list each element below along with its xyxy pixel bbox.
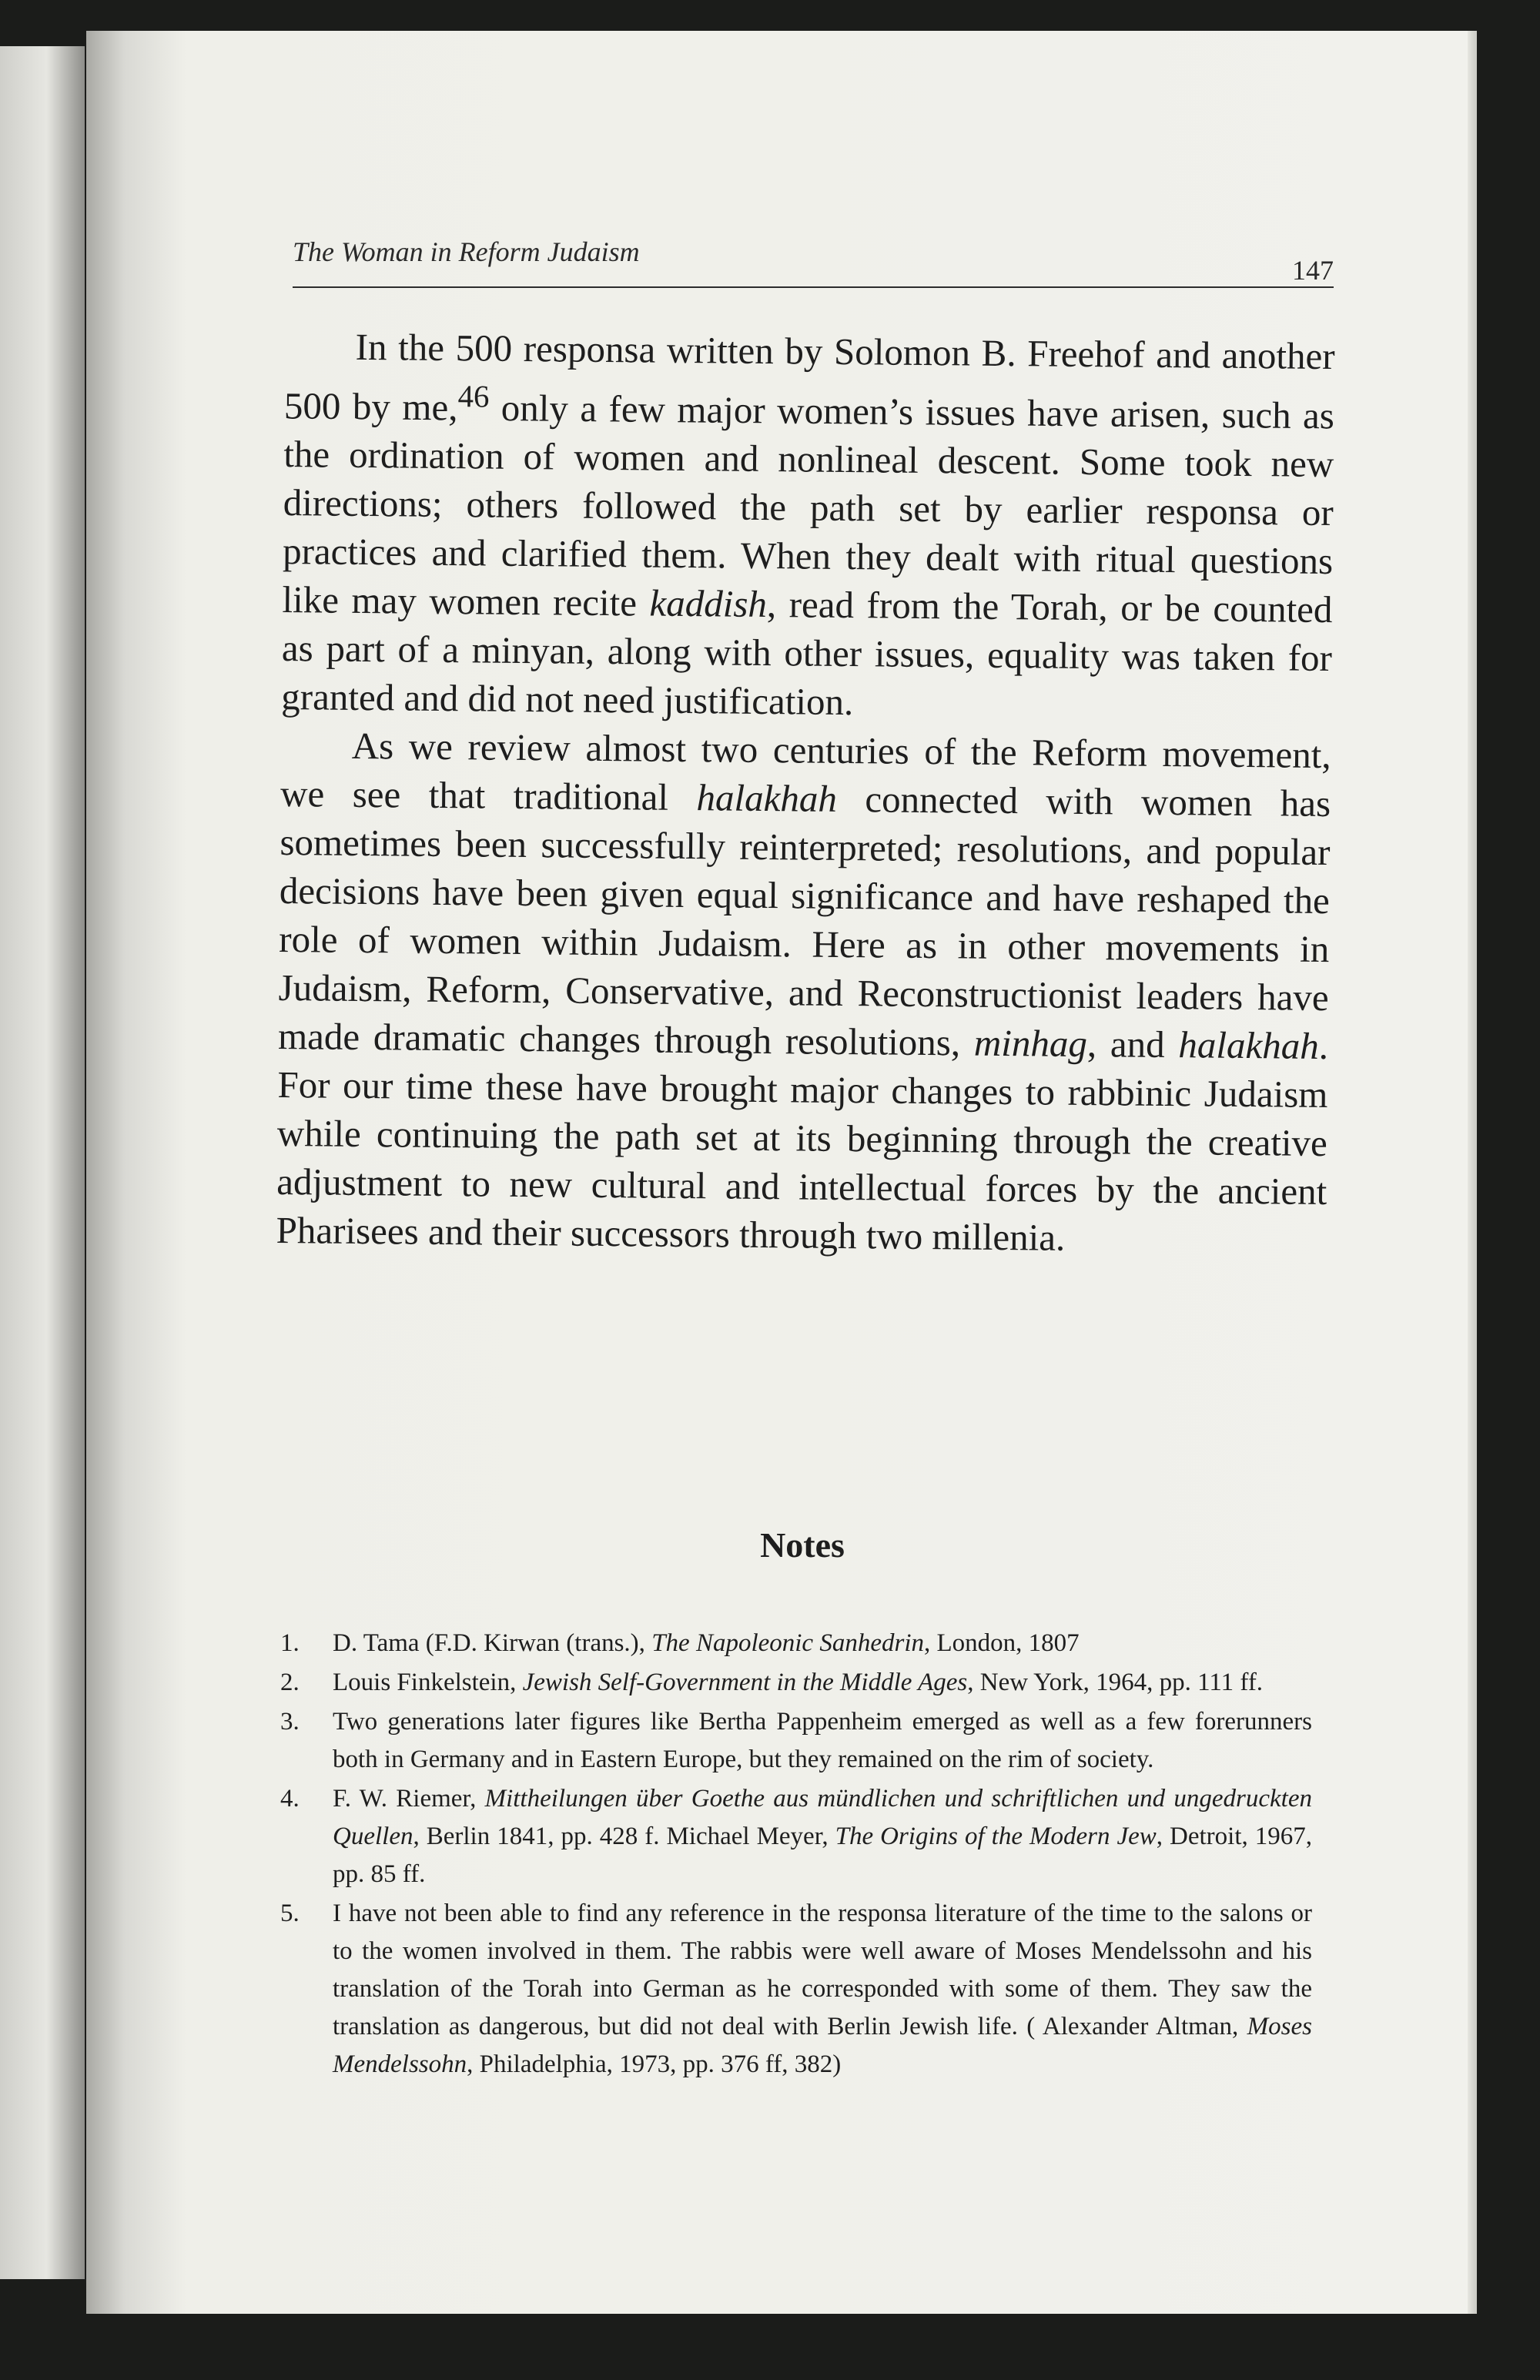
text-run: F. W. Riemer, bbox=[333, 1785, 485, 1813]
page-stack-edge bbox=[1468, 31, 1477, 2314]
note-number: 5. bbox=[280, 1900, 300, 1927]
text-run: Two generations later figures like Bertha Pappenheim emerged as well as a few forerunners both in Germany and in Eastern Europe, but they remained on the rim of society. bbox=[333, 1708, 1312, 1773]
text-run: , Berlin 1841, pp. 428 f. Michael Meyer, bbox=[413, 1823, 835, 1850]
text-run: . For our time these have brought major changes to rabbinic Judaism while continuing the path set at its beginning through the creative adjustment to new cultural and intellectual forces by the ancient Pharisees and their successors through two millenia. bbox=[276, 1025, 1329, 1260]
note-text bbox=[333, 1703, 1312, 1779]
note-number: 2. bbox=[280, 1669, 300, 1696]
italic-term: halakhah bbox=[696, 776, 838, 821]
text-run: , London, 1807 bbox=[924, 1629, 1080, 1657]
note-text bbox=[333, 1625, 1312, 1662]
notes-list bbox=[280, 1625, 1312, 2085]
note-number: 4. bbox=[280, 1785, 300, 1813]
note-1 bbox=[280, 1625, 1312, 1662]
text-run: , Philadelphia, 1973, pp. 376 ff, 382) bbox=[467, 2050, 842, 2078]
italic-title: Moses Mendelssohn bbox=[333, 2013, 1312, 2078]
note-number: 3. bbox=[280, 1708, 300, 1736]
italic-title: Mittheilungen über Goethe aus mündlichen und schriftlichen und ungedruckten Quellen bbox=[333, 1785, 1312, 1850]
italic-title: Jewish Self-Government in the Middle Ages bbox=[522, 1669, 968, 1696]
note-number: 1. bbox=[280, 1629, 300, 1657]
text-run: , Detroit, 1967, pp. 85 ff. bbox=[333, 1823, 1312, 1888]
note-2 bbox=[280, 1664, 1312, 1702]
paragraph-1 bbox=[281, 322, 1335, 731]
text-run: , and bbox=[1086, 1023, 1179, 1066]
note-3 bbox=[280, 1703, 1312, 1779]
italic-term: halakhah bbox=[1178, 1023, 1320, 1068]
note-text bbox=[333, 1895, 1312, 2084]
text-run: D. Tama (F.D. Kirwan (trans.), bbox=[333, 1629, 652, 1657]
notes-heading: Notes bbox=[760, 1525, 845, 1565]
page-header bbox=[293, 225, 1334, 288]
paragraph-2 bbox=[276, 721, 1331, 1264]
note-text bbox=[333, 1780, 1312, 1893]
text-run: , read from the Torah, or be counted as part of a minyan, along with other issues, equality was taken for granted and did not need justification. bbox=[281, 583, 1333, 724]
italic-term: minhag bbox=[973, 1021, 1088, 1066]
text-run: In the 500 responsa written by Solomon B. Freehof and another 500 by me, bbox=[283, 325, 1335, 429]
body-text bbox=[276, 322, 1335, 1264]
text-run: , New York, 1964, pp. 111 ff. bbox=[967, 1669, 1264, 1696]
italic-title: The Origins of the Modern Jew bbox=[835, 1823, 1157, 1850]
page-number: 147 bbox=[1292, 255, 1334, 286]
text-run: Louis Finkelstein, bbox=[333, 1669, 523, 1696]
note-4 bbox=[280, 1780, 1312, 1893]
running-head: The Woman in Reform Judaism bbox=[293, 236, 640, 267]
book-page bbox=[86, 31, 1477, 2314]
italic-title: The Napoleonic Sanhedrin bbox=[651, 1629, 924, 1657]
italic-term: kaddish bbox=[649, 581, 768, 626]
text-run: connected with women has sometimes been successfully reinterpreted; resolutions, and popular decisions have been given equal significance and have reshaped the role of women within Judaism. Here as in other movements in Judaism, Reform, Conservative, and Reconstructionist leaders have made dramatic changes through resolutions, bbox=[277, 778, 1331, 1064]
text-run: I have not been able to find any reference in the responsa literature of the time to the salons or to the women involved in them. The rabbis were well aware of Moses Mendelssohn and his translation of the Torah into German as he corresponded with some of them. They saw the translation as dangerous, but did not deal with Berlin Jewish life. ( Alexander Altman, bbox=[333, 1900, 1312, 2040]
footnote-ref-46: 46 bbox=[457, 379, 490, 414]
facing-page-edge bbox=[0, 46, 85, 2279]
text-run: As we review almost two centuries of the Reform movement, we see that traditional bbox=[280, 725, 1331, 819]
note-text bbox=[333, 1664, 1312, 1702]
note-5 bbox=[280, 1895, 1312, 2084]
text-run: only a few major women’s issues have arisen, such as the ordination of women and nonlineal descent. Some took new directions; others followed the path set by earlier responsa or practices and clarified them. When they dealt with ritual questions like may women recite bbox=[282, 386, 1335, 624]
